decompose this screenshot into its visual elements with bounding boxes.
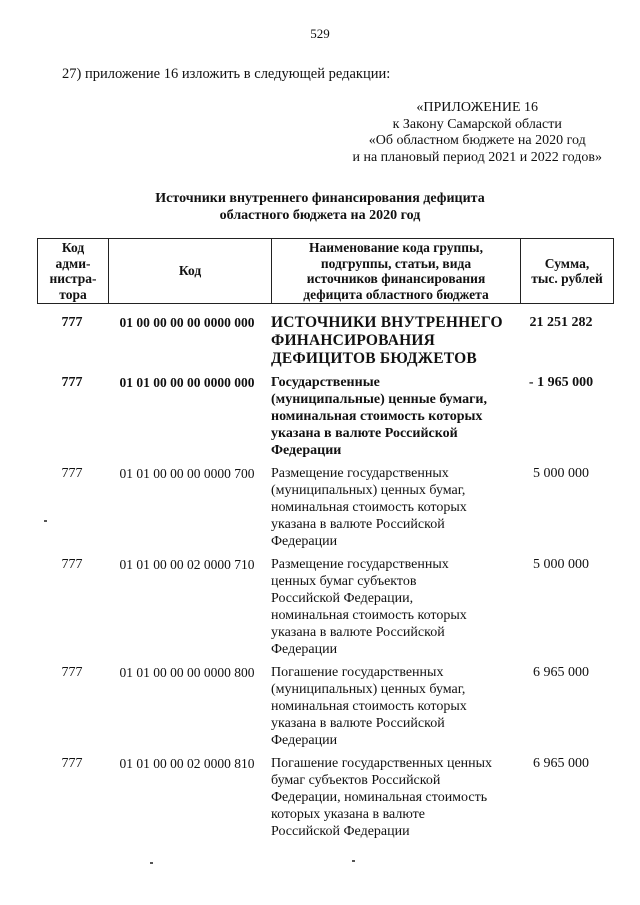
header-text: Сумма, xyxy=(544,255,590,271)
appendix-line: «ПРИЛОЖЕНИЕ 16 xyxy=(416,100,539,115)
table-row xyxy=(37,465,614,550)
scan-speck xyxy=(352,860,355,862)
header-admin-code xyxy=(38,239,109,304)
name-line: Размещение государственных xyxy=(271,466,449,481)
sum-cell: - 1 965 000 xyxy=(528,375,594,390)
name-cell xyxy=(267,314,511,368)
table-header xyxy=(37,238,614,304)
admin-code-cell: 777 xyxy=(61,665,83,680)
admin-code-cell: 777 xyxy=(61,756,83,771)
name-line: номинальная стоимость которых xyxy=(271,608,467,623)
name-line: Федерации xyxy=(271,733,338,748)
name-line: указана в валюте Российской xyxy=(271,426,458,441)
sum-cell: 6 965 000 xyxy=(533,756,589,771)
header-text: Код xyxy=(61,240,85,255)
name-cell xyxy=(267,755,511,840)
table-row xyxy=(37,374,614,459)
document-title xyxy=(0,190,640,224)
title-line: областного бюджета на 2020 год xyxy=(219,208,421,223)
code-cell: 01 01 00 00 02 0000 810 xyxy=(119,756,255,771)
name-line: номинальная стоимость которых xyxy=(271,409,483,424)
name-cell xyxy=(267,374,511,459)
name-line: ФИНАНСИРОВАНИЯ xyxy=(271,332,436,349)
admin-code-cell: 777 xyxy=(61,466,83,481)
name-line: указана в валюте Российской xyxy=(271,716,445,731)
name-line: бумаг субъектов Российской xyxy=(271,773,441,788)
header-sum xyxy=(521,239,614,304)
name-cell xyxy=(267,465,511,550)
name-line: Федерации xyxy=(271,443,342,458)
name-line: указана в валюте Российской xyxy=(271,625,445,640)
code-cell: 01 00 00 00 00 0000 000 xyxy=(119,315,255,330)
name-line: (муниципальные) ценные бумаги, xyxy=(271,392,487,407)
header-text: дефицита областного бюджета xyxy=(303,286,489,302)
code-cell: 01 01 00 00 02 0000 710 xyxy=(119,557,255,572)
header-text: Наименование кода группы, xyxy=(309,240,483,255)
sum-cell: 6 965 000 xyxy=(533,665,589,680)
name-line: номинальная стоимость которых xyxy=(271,699,467,714)
name-line: Государственные xyxy=(271,375,380,390)
name-line: Российской Федерации xyxy=(271,824,410,839)
scan-speck xyxy=(150,862,153,864)
header-text: Код xyxy=(178,263,202,279)
appendix-heading xyxy=(352,100,602,166)
name-cell xyxy=(267,556,511,658)
appendix-line: «Об областном бюджете на 2020 год xyxy=(368,133,586,148)
name-line: Российской Федерации, xyxy=(271,591,414,606)
name-line: ценных бумаг субъектов xyxy=(271,574,417,589)
name-line: Федерации xyxy=(271,534,338,549)
header-text: тыс. рублей xyxy=(531,271,603,286)
name-line: ДЕФИЦИТОВ БЮДЖЕТОВ xyxy=(271,350,477,367)
name-line: (муниципальных) ценных бумаг, xyxy=(271,682,466,697)
header-text: подгруппы, статьи, вида xyxy=(320,255,472,271)
sum-cell: 5 000 000 xyxy=(533,557,589,572)
header-code xyxy=(109,239,272,304)
page-number: 529 xyxy=(310,26,330,41)
name-line: Федерации xyxy=(271,642,338,657)
header-text: источников финансирования xyxy=(306,271,486,286)
title-line: Источники внутреннего финансирования дефицита xyxy=(155,191,485,206)
sum-cell: 5 000 000 xyxy=(533,466,589,481)
intro-text: 27) приложение 16 изложить в следующей редакции: xyxy=(62,66,391,82)
header-name xyxy=(272,239,521,304)
code-cell: 01 01 00 00 00 0000 700 xyxy=(119,466,255,481)
name-line: Федерации, номинальная стоимость xyxy=(271,790,488,805)
appendix-line: и на плановый период 2021 и 2022 годов» xyxy=(352,149,602,165)
table-row xyxy=(37,755,614,840)
admin-code-cell: 777 xyxy=(61,375,83,390)
code-cell: 01 01 00 00 00 0000 000 xyxy=(119,375,255,390)
name-cell xyxy=(267,664,511,749)
name-line: номинальная стоимость которых xyxy=(271,500,467,515)
name-line: Погашение государственных xyxy=(271,665,444,680)
name-line: (муниципальных) ценных бумаг, xyxy=(271,483,466,498)
appendix-line: к Закону Самарской области xyxy=(392,116,562,132)
name-line: Погашение государственных ценных xyxy=(271,756,493,771)
admin-code-cell: 777 xyxy=(61,315,83,330)
admin-code-cell: 777 xyxy=(61,557,83,572)
header-text: адми- xyxy=(55,255,91,271)
code-cell: 01 01 00 00 00 0000 800 xyxy=(119,665,255,680)
header-text: нистра- xyxy=(49,271,97,286)
name-line: Размещение государственных xyxy=(271,557,449,572)
table-row xyxy=(37,664,614,749)
scan-speck xyxy=(44,520,47,522)
header-text: тора xyxy=(59,286,87,302)
name-line: указана в валюте Российской xyxy=(271,517,445,532)
table-row xyxy=(37,314,614,368)
table-body xyxy=(37,314,614,846)
table-row xyxy=(37,556,614,658)
name-line: которых указана в валюте xyxy=(271,807,425,822)
name-line: ИСТОЧНИКИ ВНУТРЕННЕГО xyxy=(271,314,503,331)
sum-cell: 21 251 282 xyxy=(529,315,593,330)
